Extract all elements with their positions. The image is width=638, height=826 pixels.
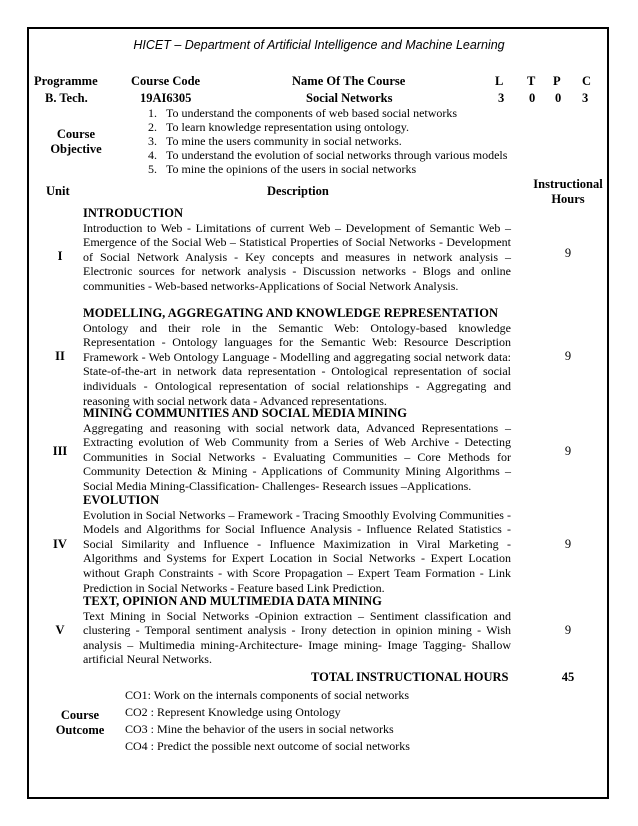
c-value: 3 xyxy=(582,91,589,105)
unit-numeral: IV xyxy=(53,537,67,551)
unit-hours: 9 xyxy=(564,246,572,260)
unit-body: Introduction to Web - Limitations of current Web – Development of Semantic Web – Emergence of the Social Web – Statistical Properties of Social Networks - Development of Social Network Analysis - Key concepts and measures in network analysis – Electronic sources for network analysis - Discussion networks - Blogs and online communities - Web-based networks-Applications of Social Network Analysis. xyxy=(83,220,511,293)
objective-item: 1. To understand the components of web based social networks xyxy=(148,106,458,120)
total-hours-label: TOTAL INSTRUCTIONAL HOURS xyxy=(311,670,509,684)
objective-item: 5. To mine the opinions of the users in social networks xyxy=(148,162,417,176)
unit-numeral: II xyxy=(55,349,65,363)
objective-item: 3. To mine the users community in social networks. xyxy=(148,134,402,148)
unit-body: Ontology and their role in the Semantic Web: Ontology-based knowledge Representation - Ontology languages for the Semantic Web: Resource Description Framework - Web Ontology Language - Modelling and aggregating social network data: State-of-the-art in network data representation - Ontological representation of social individuals - Ontological representation of social relationships - Aggregating and reasoning with social network data - Advanced representations. xyxy=(83,320,511,408)
programme-value: B. Tech. xyxy=(45,91,88,105)
unit-numeral: I xyxy=(57,249,63,263)
c-header: C xyxy=(582,74,592,88)
course-code-header: Course Code xyxy=(131,74,201,88)
p-value: 0 xyxy=(555,91,562,105)
course-name-header: Name Of The Course xyxy=(292,74,406,88)
outcome-item: CO1: Work on the internals components of social networks xyxy=(125,688,410,702)
unit-title: INTRODUCTION xyxy=(83,206,184,220)
hours-column-header: Instructional Hours xyxy=(533,177,603,206)
unit-numeral: III xyxy=(52,444,68,458)
unit-title: TEXT, OPINION AND MULTIMEDIA DATA MINING xyxy=(83,594,382,608)
unit-body: Text Mining in Social Networks -Opinion extraction – Sentiment classification and clustering - Temporal sentiment analysis - Irony detection in opinion mining - Wish analysis – Multimedia mining-Architecture- Image mining- Image Tagging- Shallow artificial Neural Networks. xyxy=(83,608,511,667)
p-header: P xyxy=(553,74,561,88)
l-value: 3 xyxy=(498,91,505,105)
unit-description xyxy=(83,594,511,667)
t-header: T xyxy=(527,74,536,88)
unit-description xyxy=(83,406,511,494)
outcome-label: Course Outcome xyxy=(55,708,105,737)
objective-label-line2: Objective xyxy=(50,142,102,156)
total-hours-value: 45 xyxy=(561,670,575,684)
unit-hours: 9 xyxy=(564,623,572,637)
outcome-item: CO4 : Predict the possible next outcome of social networks xyxy=(125,739,410,753)
unit-body: Evolution in Social Networks – Framework - Tracing Smoothly Evolving Communities - Models and Algorithms for Social Influence Analysis - Influence Related Statistics - Social Similarity and Influence - Influence Maximization in Viral Marketing - Algorithms and Systems for Expert Location in Social Networks - Expert Location without Graph Constraints - with Score Propagation – Expert Team Formation - Link Prediction in Social Networks - Feature based Link Prediction. xyxy=(83,507,511,595)
outcome-item: CO3 : Mine the behavior of the users in social networks xyxy=(125,722,394,736)
objective-item: 2. To learn knowledge representation using ontology. xyxy=(148,120,409,134)
unit-hours: 9 xyxy=(564,537,572,551)
course-code-value: 19AI6305 xyxy=(140,91,192,105)
department-header: HICET – Department of Artificial Intelligence and Machine Learning xyxy=(133,38,505,52)
unit-description xyxy=(83,493,511,595)
objective-label xyxy=(40,127,112,157)
unit-numeral: V xyxy=(55,623,65,637)
unit-body: Aggregating and reasoning with social network data, Advanced Representations – Extracting evolution of Web Community from a Series of Web Archive - Detecting Communities in Social Networks - Evaluating Communities – Core Methods for Community Detection & Mining - Applications of Community Mining Algorithms – Social Media Mining-Classification- Challenges- Research issues –Applications. xyxy=(83,420,511,493)
unit-description xyxy=(83,206,511,294)
unit-hours: 9 xyxy=(564,349,572,363)
unit-column-header: Unit xyxy=(46,184,70,198)
l-header: L xyxy=(495,74,504,88)
programme-header: Programme xyxy=(34,74,98,88)
unit-description xyxy=(83,306,511,408)
unit-title: EVOLUTION xyxy=(83,493,160,507)
unit-hours: 9 xyxy=(564,444,572,458)
unit-title: MINING COMMUNITIES AND SOCIAL MEDIA MINING xyxy=(83,406,407,420)
course-name-value: Social Networks xyxy=(306,91,393,105)
objective-item: 4. To understand the evolution of social networks through various models xyxy=(148,148,508,162)
description-column-header: Description xyxy=(267,184,329,198)
unit-title: MODELLING, AGGREGATING AND KNOWLEDGE REPRESENTATION xyxy=(83,306,498,320)
objective-label-line1: Course xyxy=(56,127,96,141)
outcome-item: CO2 : Represent Knowledge using Ontology xyxy=(125,705,341,719)
t-value: 0 xyxy=(529,91,536,105)
